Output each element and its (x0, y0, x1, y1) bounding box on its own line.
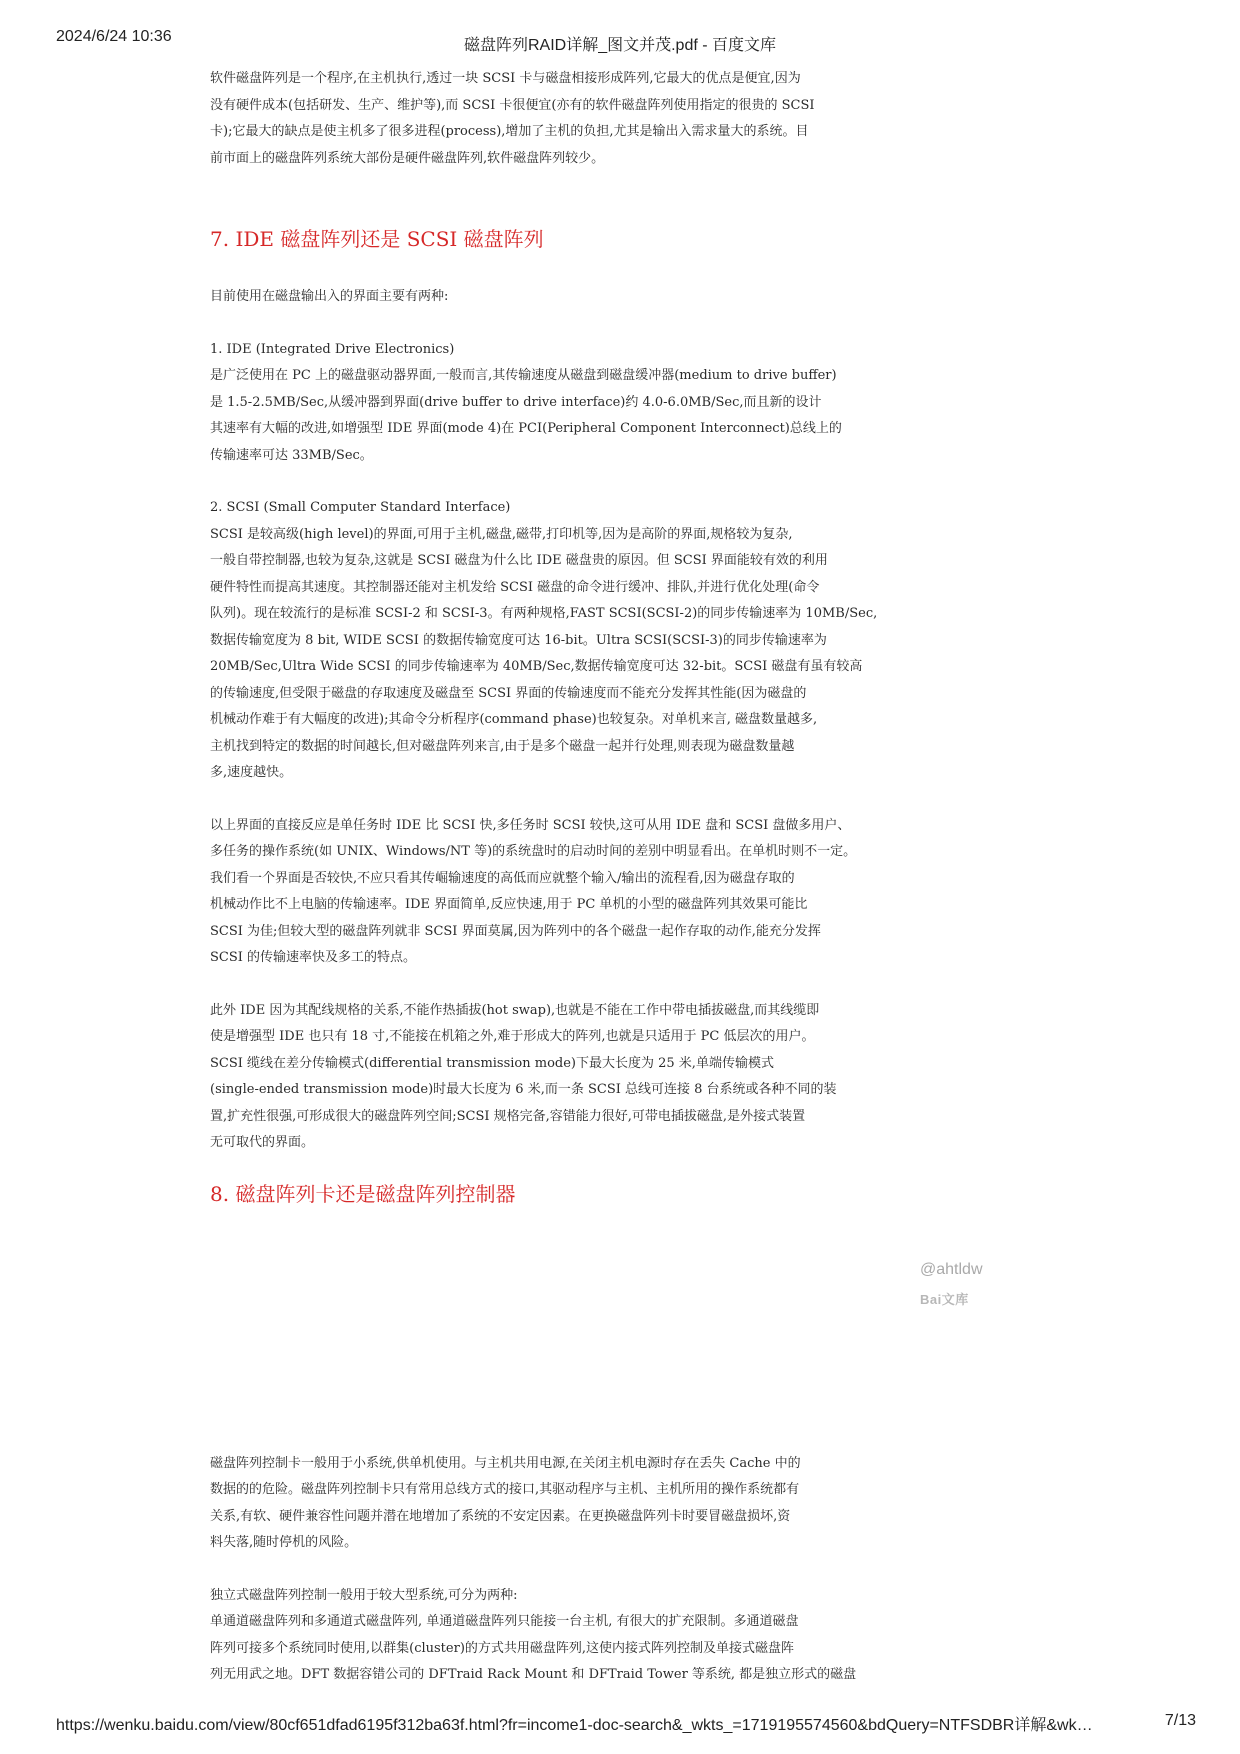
section-intro: 目前使用在磁盘输出入的界面主要有两种: (210, 289, 449, 304)
paragraph-line: 是广泛使用在 PC 上的磁盘驱动器界面,一般而言,其传输速度从磁盘到磁盘缓冲器(medium to drive buffer) (210, 368, 837, 383)
paragraph-line: 磁盘阵列控制卡一般用于小系统,供单机使用。与主机共用电源,在关闭主机电源时存在丢失 Cache 中的 (210, 1455, 801, 1471)
page-content (210, 66, 983, 1689)
paragraph-line: 没有硬件成本(包括研发、生产、维护等),而 SCSI 卡很便宜(亦有的软件磁盘阵列使用指定的很贵的 SCSI (210, 97, 815, 113)
paragraph-line: 置,扩充性很强,可形成很大的磁盘阵列空间;SCSI 规格完备,容错能力很好,可带电插拔磁盘,是外接式装置 (210, 1108, 806, 1124)
paragraph-line: 无可取代的界面。 (210, 1135, 315, 1150)
paragraph-line: 是 1.5-2.5MB/Sec,从缓冲器到界面(drive buffer to drive interface)约 4.0-6.0MB/Sec,而且新的设计 (210, 394, 822, 410)
subsection-title-scsi: 2. SCSI (Small Computer Standard Interface) (210, 500, 511, 515)
paragraph-line: 单通道磁盘阵列和多通道式磁盘阵列, 单通道磁盘阵列只能接一台主机, 有很大的扩充限制。多通道磁盘 (210, 1614, 799, 1629)
paragraph-line: SCSI 的传输速率快及多工的特点。 (210, 950, 417, 965)
paragraph-line: 数据的的危险。磁盘阵列控制卡只有常用总线方式的接口,其驱动程序与主机、主机所用的操作系统都有 (210, 1482, 800, 1497)
print-header (0, 28, 1240, 52)
baidu-wenku-logo: Bai文库 (920, 1291, 969, 1307)
paragraph-line: 软件磁盘阵列是一个程序,在主机执行,透过一块 SCSI 卡与磁盘相接形成阵列,它最大的优点是便宜,因为 (210, 71, 801, 86)
print-footer (0, 1712, 1240, 1736)
paragraph-line: 传输速率可达 33MB/Sec。 (210, 447, 373, 463)
paragraph-line: 多任务的操作系统(如 UNIX、Windows/NT 等)的系统盘时的启动时间的差别中明显看出。在单机时则不一定。 (210, 844, 857, 859)
paragraph-line: 阵列可接多个系统同时使用,以群集(cluster)的方式共用磁盘阵列,这使内接式阵列控制及单接式磁盘阵 (210, 1640, 795, 1656)
paragraph-line: 使是增强型 IDE 也只有 18 寸,不能接在机箱之外,难于形成大的阵列,也就是只适用于 PC 低层次的用户。 (210, 1029, 815, 1044)
paragraph-line: SCSI 是较高级(high level)的界面,可用于主机,磁盘,磁带,打印机等,因为是高阶的界面,规格较为复杂, (210, 526, 793, 542)
section-heading-7: 7. IDE 磁盘阵列还是 SCSI 磁盘阵列 (210, 227, 544, 251)
paragraph-intro: 独立式磁盘阵列控制一般用于较大型系统,可分为两种: (210, 1587, 518, 1603)
paragraph-line: 队列)。现在较流行的是标准 SCSI-2 和 SCSI-3。有两种规格,FAST SCSI(SCSI-2)的同步传输速率为 10MB/Sec, (210, 606, 878, 621)
paragraph-line: 其速率有大幅的改进,如增强型 IDE 界面(mode 4)在 PCI(Peripheral Component Interconnect)总线上的 (210, 421, 842, 436)
figure-placeholder (210, 1209, 983, 1451)
paragraph-line: 硬件特性而提高其速度。其控制器还能对主机发给 SCSI 磁盘的命令进行缓冲、排队,并进行优化处理(命令 (210, 579, 820, 595)
paragraph-line: 数据传输宽度为 8 bit, WIDE SCSI 的数据传输宽度可达 16-bit。Ultra SCSI(SCSI-3)的同步传输速率为 (210, 632, 827, 648)
paragraph-line: 一般自带控制器,也较为复杂,这就是 SCSI 磁盘为什么比 IDE 磁盘贵的原因。但 SCSI 界面能较有效的利用 (210, 553, 828, 568)
paragraph-line: 机械动作比不上电脑的传输速率。IDE 界面简单,反应快速,用于 PC 单机的小型的磁盘阵列其效果可能比 (210, 897, 808, 912)
paragraph-line: SCSI 为佳;但较大型的磁盘阵列就非 SCSI 界面莫属,因为阵列中的各个磁盘一起作存取的动作,能充分发挥 (210, 923, 821, 939)
paragraph-line: 多,速度越快。 (210, 765, 293, 780)
paragraph-line: 此外 IDE 因为其配线规格的关系,不能作热插拔(hot swap),也就是不能在工作中带电插拔磁盘,而其线缆即 (210, 1002, 820, 1018)
paragraph-line: 前市面上的磁盘阵列系统大部份是硬件磁盘阵列,软件磁盘阵列较少。 (210, 150, 605, 166)
print-datetime: 2024/6/24 10:36 (56, 28, 172, 45)
paragraph-line: 料失落,随时停机的风险。 (210, 1535, 358, 1550)
page-url: https://wenku.baidu.com/view/80cf651dfad6195f312ba63f.html?fr=income1-doc-search&_wkts_=1719195574560&bdQuery=NTFSDBR详解&wk… (56, 1717, 1093, 1734)
watermark-handle: @ahtldw (920, 1260, 983, 1278)
paragraph-line: 卡);它最大的缺点是使主机多了很多进程(process),增加了主机的负担,尤其是输出入需求量大的系统。目 (210, 124, 809, 139)
paragraph-line: 以上界面的直接反应是单任务时 IDE 比 SCSI 快,多任务时 SCSI 较快,这可从用 IDE 盘和 SCSI 盘做多用户、 (210, 817, 851, 833)
paragraph-line: 20MB/Sec,Ultra Wide SCSI 的同步传输速率为 40MB/Sec,数据传输宽度可达 32-bit。SCSI 磁盘有虽有较高 (210, 659, 863, 674)
paragraph-line: 关系,有软、硬件兼容性问题并潜在地增加了系统的不安定因素。在更换磁盘阵列卡时要冒磁盘损坏,资 (210, 1508, 791, 1524)
paragraph-line: 机械动作难于有大幅度的改进);其命令分析程序(command phase)也较复杂。对单机来言, 磁盘数量越多, (210, 712, 818, 727)
watermark (920, 1261, 1010, 1308)
section-heading-8: 8. 磁盘阵列卡还是磁盘阵列控制器 (210, 1181, 516, 1206)
paragraph-line: 列无用武之地。DFT 数据容错公司的 DFTraid Rack Mount 和 DFTraid Tower 等系统, 都是独立形式的磁盘 (210, 1667, 857, 1682)
paragraph-line: 的传输速度,但受限于磁盘的存取速度及磁盘至 SCSI 界面的传输速度而不能充分发挥其性能(因为磁盘的 (210, 685, 807, 701)
page-number: 7/13 (1164, 1712, 1196, 1729)
paragraph-line: SCSI 缆线在差分传输模式(differential transmission mode)下最大长度为 25 米,单端传输模式 (210, 1055, 774, 1071)
document-title: 磁盘阵列RAID详解_图文并茂.pdf - 百度文库 (463, 37, 777, 54)
paragraph-line: 主机找到特定的数据的时间越长,但对磁盘阵列来言,由于是多个磁盘一起并行处理,则表现为磁盘数量越 (210, 738, 795, 754)
paragraph-line: (single-ended transmission mode)时最大长度为 6 米,而一条 SCSI 总线可连接 8 台系统或各种不同的装 (210, 1082, 837, 1097)
paragraph-line: 我们看一个界面是否较快,不应只看其传崛输速度的高低而应就整个输入/输出的流程看,因为磁盘存取的 (210, 870, 795, 886)
subsection-title-ide: 1. IDE (Integrated Drive Electronics) (210, 341, 455, 357)
